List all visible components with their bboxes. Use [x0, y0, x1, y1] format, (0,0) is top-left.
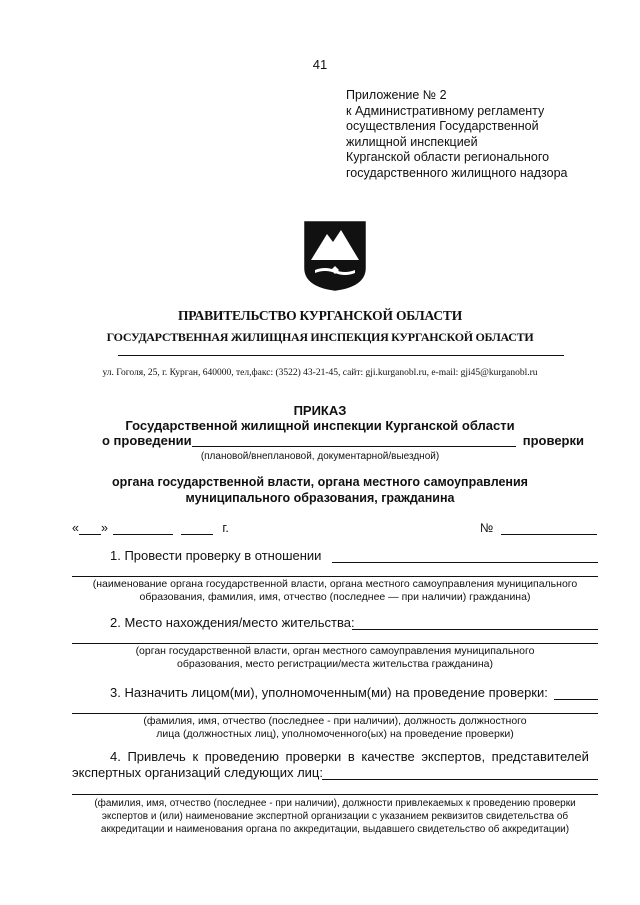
- item-3-hint: [60, 715, 610, 741]
- number-blank: [501, 534, 597, 535]
- item-3-line: [72, 713, 598, 714]
- hint-line: аккредитации и наименования органа по аккредитации, выдавшего свидетельство об аккредитации): [100, 824, 570, 835]
- hint-line: лица (должностных лиц), уполномоченного(ых) на проведение проверки): [156, 728, 514, 740]
- subject-line: муниципального образования, гражданина: [185, 490, 455, 505]
- hint-line: (фамилия, имя, отчество (последнее - при наличии), должности привлекаемых к проведению проверки: [94, 798, 576, 809]
- appendix-line: к Административному регламенту: [346, 103, 545, 118]
- conduct-blank: [192, 446, 516, 447]
- day-blank: [79, 534, 101, 535]
- item-4-blank: [322, 779, 598, 780]
- conduct-suffix: проверки: [522, 433, 584, 448]
- item-2-hint: [60, 645, 610, 671]
- item-4-text-line1: 4. Привлечь к проведению проверки в качестве экспертов, представителей: [110, 749, 589, 764]
- item-4-text-line2: экспертных организаций следующих лиц:: [72, 765, 323, 780]
- number-row: [480, 521, 597, 535]
- item-1-text: 1. Провести проверку в отношении: [110, 548, 322, 563]
- item-2-line: [72, 643, 598, 644]
- item-1-line: [72, 576, 598, 577]
- item-4-line: [72, 794, 598, 795]
- appendix-line: жилищной инспекцией: [346, 134, 478, 149]
- government-title: ПРАВИТЕЛЬСТВО КУРГАНСКОЙ ОБЛАСТИ: [177, 308, 463, 323]
- contact-address: ул. Гоголя, 25, г. Курган, 640000, тел,факс: (3522) 43-21-45, сайт: gji.kurganobl.ru, e-mail: gji45@kurganobl.ru: [102, 368, 538, 378]
- hint-line: образования, фамилия, имя, отчество (последнее — при наличии) гражданина): [139, 591, 531, 603]
- item-2-blank: [352, 629, 598, 630]
- item-4-hint: [60, 797, 610, 836]
- header-divider: [118, 355, 564, 356]
- order-subtitle: Государственной жилищной инспекции Курганской области: [125, 418, 515, 433]
- page-number: 41: [312, 57, 328, 72]
- year-blank: [181, 534, 213, 535]
- appendix-note: [346, 88, 567, 181]
- subject-heading: [0, 475, 640, 506]
- appendix-line: Курганской области регионального: [346, 150, 550, 164]
- item-3-text: 3. Назначить лицом(ми), уполномоченным(ми) на проведение проверки:: [110, 685, 548, 700]
- date-open-quote: «: [72, 521, 79, 535]
- coat-of-arms-icon: [301, 220, 369, 292]
- appendix-line: Приложение № 2: [346, 88, 447, 102]
- hint-line: образования, место регистрации/места жительства гражданина): [177, 658, 493, 670]
- subject-line: органа государственной власти, органа местного самоуправления: [112, 475, 528, 489]
- item-1-hint: [60, 578, 610, 604]
- date-close-quote: »: [100, 521, 108, 535]
- appendix-line: осуществления Государственной: [346, 119, 539, 133]
- number-label: №: [480, 521, 494, 535]
- hint-line: (орган государственной власти, орган местного самоуправления муниципального: [135, 645, 535, 657]
- conduct-hint: (плановой/внеплановой, документарной/выездной): [200, 451, 440, 462]
- conduct-prefix: о проведении: [102, 433, 192, 448]
- inspection-title: ГОСУДАРСТВЕННАЯ ЖИЛИЩНАЯ ИНСПЕКЦИЯ КУРГАНСКОЙ ОБЛАСТИ: [106, 330, 534, 344]
- hint-line: (наименование органа государственной власти, органа местного самоуправления муниципального: [92, 578, 578, 590]
- month-blank: [113, 534, 173, 535]
- appendix-line: государственного жилищного надзора: [346, 165, 568, 180]
- order-title: ПРИКАЗ: [293, 403, 347, 418]
- item-1-blank: [332, 562, 598, 563]
- item-3-blank: [554, 699, 598, 700]
- item-2-text: 2. Место нахождения/место жительства:: [110, 615, 355, 630]
- year-suffix: г.: [222, 521, 229, 535]
- date-row: [72, 521, 229, 535]
- hint-line: (фамилия, имя, отчество (последнее - при наличии), должность должностного: [143, 715, 527, 727]
- hint-line: экспертов и (или) наименование экспертной организации с указанием реквизитов свидетельства об: [101, 811, 569, 822]
